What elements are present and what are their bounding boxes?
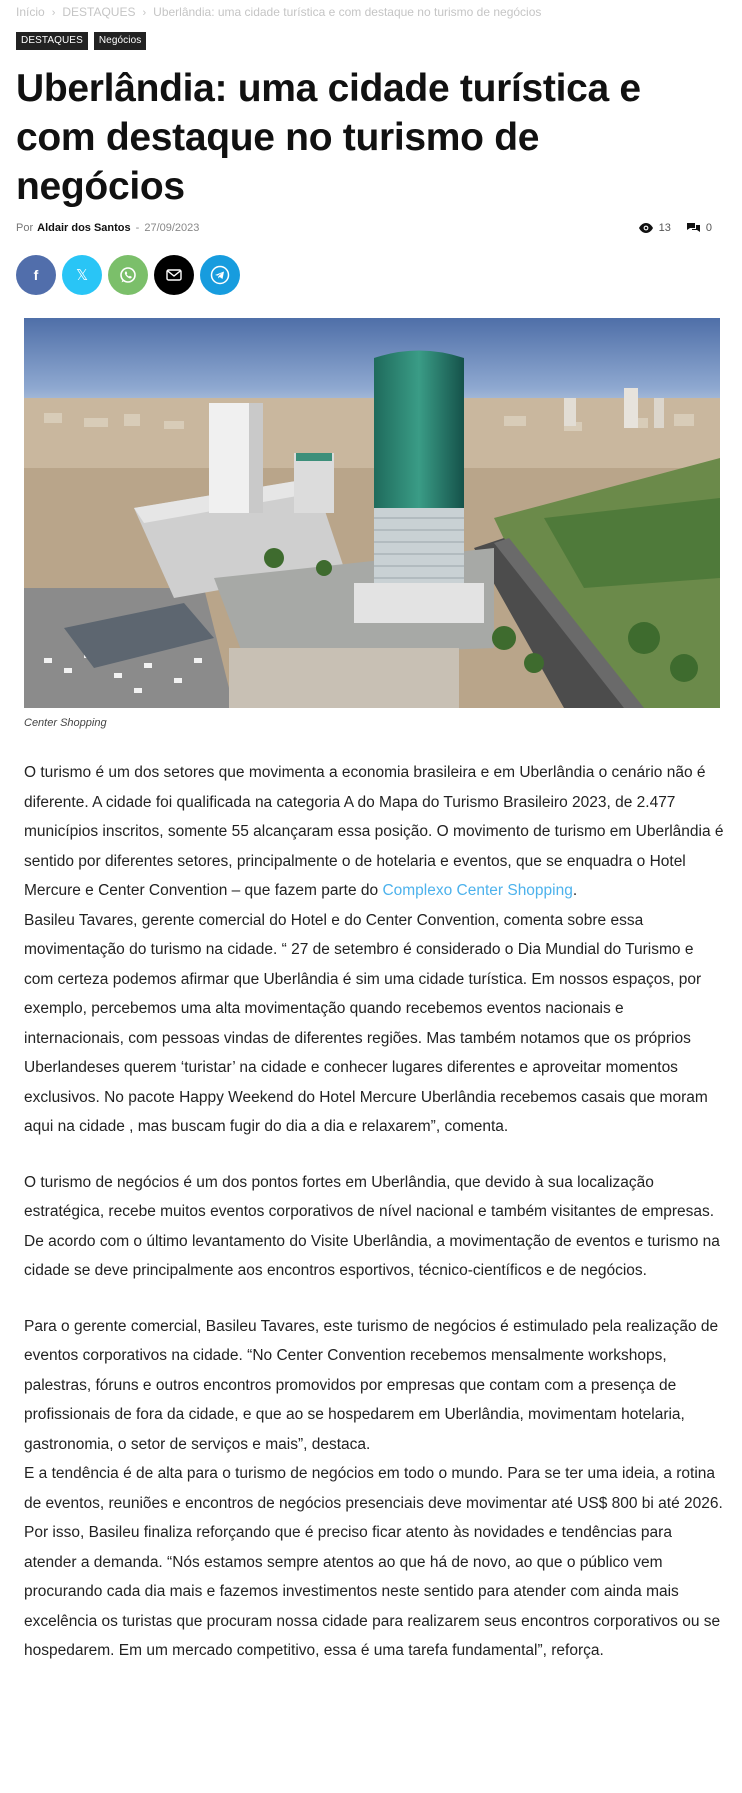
comments-counter[interactable] [687, 222, 712, 234]
paragraph-2: Basileu Tavares, gerente comercial do Hotel e do Center Convention, comenta sobre essa movimentação do turismo na cidade. “ 27 de setembro é considerado o Dia Mundial do Turismo e com certeza podemos afirmar que Uberlândia é sim uma cidade turística. Em nossos espaços, por exemplo, percebemos uma alta movimentação quando recebemos eventos nacionais e internacionais, com pessoas vindas de diferentes regiões. Mas também notamos que os próprios Uberlandeses querem ‘turistar’ na cidade e conhecer lugares diferentes e aproveitar momentos exclusivos. No pacote Happy Weekend do Hotel Mercure Uberlândia recebemos casais que moram aqui na cidade , mas buscam fugir do dia a dia e relaxarem”, comenta. [24, 911, 708, 1135]
eye-icon [639, 223, 653, 233]
category-tag-destaques[interactable]: DESTAQUES [16, 32, 88, 50]
share-email-button[interactable] [154, 255, 194, 295]
views-count: 13 [658, 222, 671, 234]
paragraph-1-end: . [572, 882, 578, 899]
author-link[interactable]: Aldair dos Santos [37, 222, 131, 234]
meta-separator: - [135, 222, 140, 234]
author-prefix: Por [16, 222, 34, 234]
category-tag-negocios[interactable]: Negócios [94, 32, 147, 50]
envelope-icon [166, 269, 182, 281]
publish-date: 27/09/2023 [144, 222, 200, 234]
complexo-center-shopping-link[interactable]: Complexo Center Shopping [382, 882, 573, 899]
x-icon: 𝕏 [75, 267, 89, 284]
share-buttons [16, 255, 240, 295]
article-stats [639, 222, 712, 234]
paragraph-1-text: O turismo é um dos setores que movimenta a economia brasileira e em Uberlândia o cenário não é diferente. A cidade foi qualificada na categoria A do Mapa do Turismo Brasileiro 2023, de 2.477 municípios inscritos, somente 55 alcançaram essa posição. O movimento de turismo em Uberlândia é sentido por diferentes setores, principalmente o de hotelaria e eventos, que se enquadra o Hotel Mercure e Center Convention – que fazem parte do [24, 764, 724, 899]
telegram-icon [210, 265, 230, 285]
paragraph-3: O turismo de negócios é um dos pontos fortes em Uberlândia, que devido à sua localização estratégica, recebe muitos eventos corporativos de nível nacional e também visitantes de empresas. De acordo com o último levantamento do Visite Uberlândia, a movimentação de eventos e turismo na cidade se deve principalmente aos encontros esportivos, técnico-científicos e de negócios. [24, 1173, 720, 1279]
views-counter [639, 222, 671, 234]
category-tags [16, 32, 146, 50]
share-facebook-button[interactable] [16, 255, 56, 295]
breadcrumb-current: Uberlândia: uma cidade turística e com destaque no turismo de negócios [153, 5, 542, 19]
facebook-icon: f [33, 267, 39, 283]
share-x-button[interactable] [62, 255, 102, 295]
whatsapp-icon [119, 266, 137, 284]
paragraph-1 [24, 758, 724, 906]
image-caption: Center Shopping [24, 717, 107, 729]
city-aerial-photo [24, 318, 720, 708]
comments-icon [687, 223, 700, 234]
featured-image[interactable] [24, 318, 720, 708]
paragraph-4: Para o gerente comercial, Basileu Tavares, este turismo de negócios é estimulado pela realização de eventos corporativos na cidade. “No Center Convention recebemos mensalmente workshops, palestras, fóruns e outros encontros promovidos por empresas que contam com a presença de profissionais de fora da cidade, e que ao se hospedarem em Uberlândia, movimentam hotelaria, gastronomia, o setor de serviços e mais”, destaca. [24, 1317, 719, 1453]
article-body [24, 758, 724, 1666]
share-telegram-button[interactable] [200, 255, 240, 295]
breadcrumb-section-link[interactable]: DESTAQUES [62, 5, 136, 19]
article-meta [16, 222, 716, 238]
breadcrumb-home-link[interactable]: Início [16, 5, 45, 19]
breadcrumb [16, 5, 541, 19]
article-title: Uberlândia: uma cidade turística e com destaque no turismo de negócios [16, 67, 641, 208]
paragraph-5: E a tendência é de alta para o turismo de negócios em todo o mundo. Para se ter uma ideia, a rotina de eventos, reuniões e encontros de negócios presenciais deve movimentar até US$ 800 bi até 2026. Por isso, Basileu finaliza reforçando que é preciso ficar atento às novidades e tendências para atender a demanda. “Nós estamos sempre atentos ao que há de novo, ao que o público vem procurando cada dia mais e fazemos investimentos neste sentido para atender com ainda mais excelência os turistas que procuram nossa cidade para realizarem seus encontros corporativos ou se hospedarem. Em um mercado competitivo, essa é uma tarefa fundamental”, reforça. [24, 1465, 723, 1659]
share-whatsapp-button[interactable] [108, 255, 148, 295]
comments-count: 0 [705, 222, 712, 234]
chevron-right-icon: › [51, 7, 56, 19]
chevron-right-icon: › [142, 7, 147, 19]
